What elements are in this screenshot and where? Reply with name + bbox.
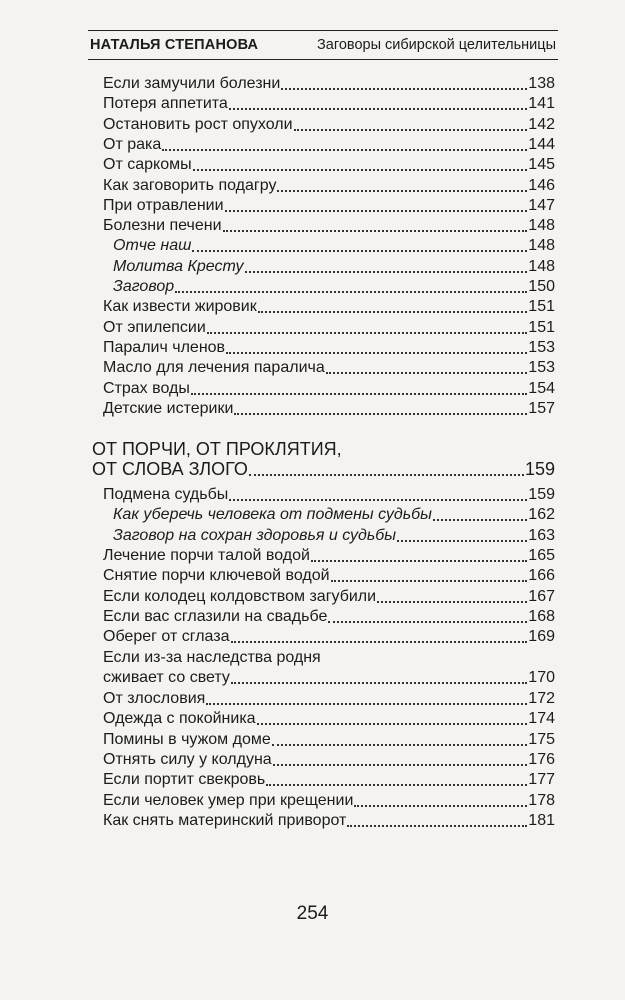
toc-entry <box>103 93 555 114</box>
toc-entry <box>113 276 555 297</box>
leader-dots <box>257 708 528 725</box>
toc-entry-page: 178 <box>528 791 555 809</box>
page-ref: 170 <box>528 669 555 686</box>
toc-entry-title: От эпилепсии <box>103 318 206 336</box>
toc-entry <box>113 235 555 256</box>
leader-dots <box>207 317 528 334</box>
toc-entry-title: Как уберечь человека от подмены судьбы <box>113 506 432 524</box>
leader-dots <box>249 459 524 476</box>
section-heading-line-2: ОТ СЛОВА ЗЛОГО <box>92 459 248 479</box>
toc-entry <box>103 708 555 729</box>
toc-entry <box>103 73 555 94</box>
toc-entry <box>113 504 555 525</box>
leader-dots <box>229 93 527 110</box>
leader-dots <box>162 134 527 151</box>
leader-dots <box>328 606 527 623</box>
toc-entry <box>103 317 555 338</box>
leader-dots <box>231 667 527 684</box>
toc-entry-page: 148 <box>528 237 555 255</box>
page-number: 254 <box>296 903 329 924</box>
leader-dots <box>191 378 527 395</box>
toc-entry-page: 138 <box>528 75 555 92</box>
toc-entry-title: Подмена судьбы <box>103 486 229 503</box>
toc-entry <box>103 769 555 790</box>
leader-dots <box>225 195 528 212</box>
toc-entry-page: 166 <box>528 567 555 585</box>
toc-entry <box>103 337 555 358</box>
toc-entry <box>103 484 555 505</box>
toc-entry <box>103 790 555 811</box>
toc-entry-title: Болезни печени <box>103 217 222 235</box>
section-heading-line-1: ОТ ПОРЧИ, ОТ ПРОКЛЯТИЯ, <box>92 439 342 459</box>
leader-dots <box>311 545 527 562</box>
toc-entry-page: 148 <box>528 217 555 235</box>
leader-dots <box>223 215 528 232</box>
toc-entry <box>103 114 555 135</box>
toc-entry <box>103 606 555 627</box>
header-book-title: Заговоры сибирской целительницы <box>317 37 556 53</box>
toc-entry <box>103 565 555 586</box>
toc-entry <box>103 154 555 175</box>
toc-entry-title: От рака <box>103 135 162 153</box>
toc-entry-title: Оберег от сглаза <box>103 628 230 646</box>
toc-entry-page: 154 <box>528 379 555 397</box>
toc-entry <box>103 586 555 607</box>
toc-entry <box>103 134 555 155</box>
toc-entry-page: 147 <box>528 196 555 214</box>
leader-dots <box>231 626 528 643</box>
toc-entry-page: 153 <box>528 359 555 377</box>
toc-entry-title: Если вас сглазили на свадьбе <box>103 607 328 625</box>
toc-entry-page: 162 <box>528 506 555 524</box>
toc-entry-page: 159 <box>528 486 555 503</box>
toc-entry-title: Детские истерики <box>103 399 234 417</box>
toc-entry-title: Если портит свекровь <box>103 771 266 789</box>
toc-entry-page: 157 <box>528 399 555 417</box>
toc-entry-page: 167 <box>528 587 555 605</box>
toc-entry-title: Паралич членов <box>103 338 226 356</box>
toc-entry-title: Масло для лечения паралича <box>103 359 325 377</box>
toc-entry <box>103 545 555 566</box>
toc-entry-page: 175 <box>528 730 555 748</box>
toc-entry-page: 141 <box>528 95 555 113</box>
toc-entry-title: Заговор на сохран здоровья и судьбы <box>113 526 397 544</box>
running-header <box>88 30 558 60</box>
leader-dots <box>229 484 527 501</box>
toc-entry-page: 146 <box>528 176 555 194</box>
toc-entry-page: 163 <box>528 526 555 544</box>
multiline-entry <box>103 667 555 688</box>
leader-dots <box>226 337 527 354</box>
toc-entry <box>103 810 555 831</box>
toc-entry-title: Страх воды <box>103 379 190 397</box>
toc-entry-page: 150 <box>528 278 555 295</box>
toc-entry <box>103 398 555 419</box>
toc-entry <box>113 256 555 277</box>
toc-entry-page: 174 <box>528 710 555 728</box>
toc-entry-title: От саркомы <box>103 156 192 174</box>
leader-dots <box>281 73 527 90</box>
toc-entry <box>103 729 555 750</box>
toc-entry <box>103 175 555 196</box>
header-author: НАТАЛЬЯ СТЕПАНОВА <box>90 37 259 53</box>
toc-entry-page: 165 <box>528 546 555 564</box>
leader-dots <box>294 114 528 131</box>
toc-entry <box>103 215 555 236</box>
leader-dots <box>192 235 527 252</box>
toc-entry-page: 145 <box>528 156 555 174</box>
leader-dots <box>433 504 527 521</box>
toc-entry-title: Как извести жировик <box>103 298 257 316</box>
leader-dots <box>206 688 527 705</box>
toc-entry-title: Остановить рост опухоли <box>103 115 293 133</box>
toc-entry-title: При отравлении <box>103 196 224 214</box>
toc-entry-title: Если замучили болезни <box>103 75 281 92</box>
toc-entry-page: 177 <box>528 771 555 789</box>
toc-entry <box>103 357 555 378</box>
toc-entry-page: 168 <box>528 607 555 625</box>
toc-entry-title: Если человек умер при крещении <box>103 791 354 809</box>
leader-dots <box>234 398 527 415</box>
toc-entry <box>113 525 555 546</box>
leader-dots <box>272 729 528 746</box>
leader-dots <box>258 296 528 313</box>
leader-dots <box>347 810 527 827</box>
toc-entry-title: Одежда с покойника <box>103 710 256 728</box>
toc-entry-page: 153 <box>528 338 555 356</box>
leader-dots <box>354 790 527 807</box>
toc-entry-title: Как снять материнский приворот <box>103 811 347 829</box>
multiline-entry-line-1: Если из-за наследства родня <box>103 649 321 666</box>
multiline-entry-line-2: сживает со свету <box>103 669 230 686</box>
leader-dots <box>273 749 528 766</box>
toc-entry <box>103 626 555 647</box>
toc-entry-page: 176 <box>528 750 555 768</box>
toc-entry-title: Как заговорить подагру <box>103 176 277 194</box>
toc-entry-page: 148 <box>528 257 555 275</box>
toc-entry-title: Снятие порчи ключевой водой <box>103 567 330 585</box>
leader-dots <box>397 525 527 542</box>
toc-entry-page: 142 <box>528 115 555 133</box>
section-heading-entry <box>92 459 555 480</box>
toc-entry <box>103 749 555 770</box>
toc-entry-page: 169 <box>528 628 555 646</box>
toc-entry-title: Потеря аппетита <box>103 95 228 113</box>
toc-entry-page: 181 <box>528 811 555 829</box>
toc-entry-title: Лечение порчи талой водой <box>103 546 310 564</box>
toc-entry-title: Молитва Кресту <box>113 257 244 275</box>
toc-entry-page: 172 <box>528 690 555 707</box>
leader-dots <box>266 769 527 786</box>
leader-dots <box>377 586 527 603</box>
toc-entry-title: Отнять силу у колдуна <box>103 750 272 768</box>
leader-dots <box>245 256 528 273</box>
toc-entry-title: От злословия <box>103 690 206 707</box>
leader-dots <box>175 276 527 293</box>
toc-entry <box>103 688 555 709</box>
toc-entry-page: 144 <box>528 135 555 153</box>
toc-entry-title: Помины в чужом доме <box>103 730 271 748</box>
toc-entry <box>103 296 555 317</box>
leader-dots <box>331 565 528 582</box>
leader-dots <box>277 175 527 192</box>
toc-entry-title: Если колодец колдовством загубили <box>103 587 377 605</box>
toc-entry-page: 151 <box>528 298 555 316</box>
toc-entry-page: 151 <box>528 318 555 336</box>
page-ref: 159 <box>524 459 555 479</box>
toc-entry-title: Заговор <box>113 278 175 295</box>
leader-dots <box>193 154 528 171</box>
leader-dots <box>326 357 528 374</box>
toc-entry-title: Отче наш <box>113 237 192 255</box>
toc-entry <box>103 195 555 216</box>
toc-entry <box>103 378 555 399</box>
